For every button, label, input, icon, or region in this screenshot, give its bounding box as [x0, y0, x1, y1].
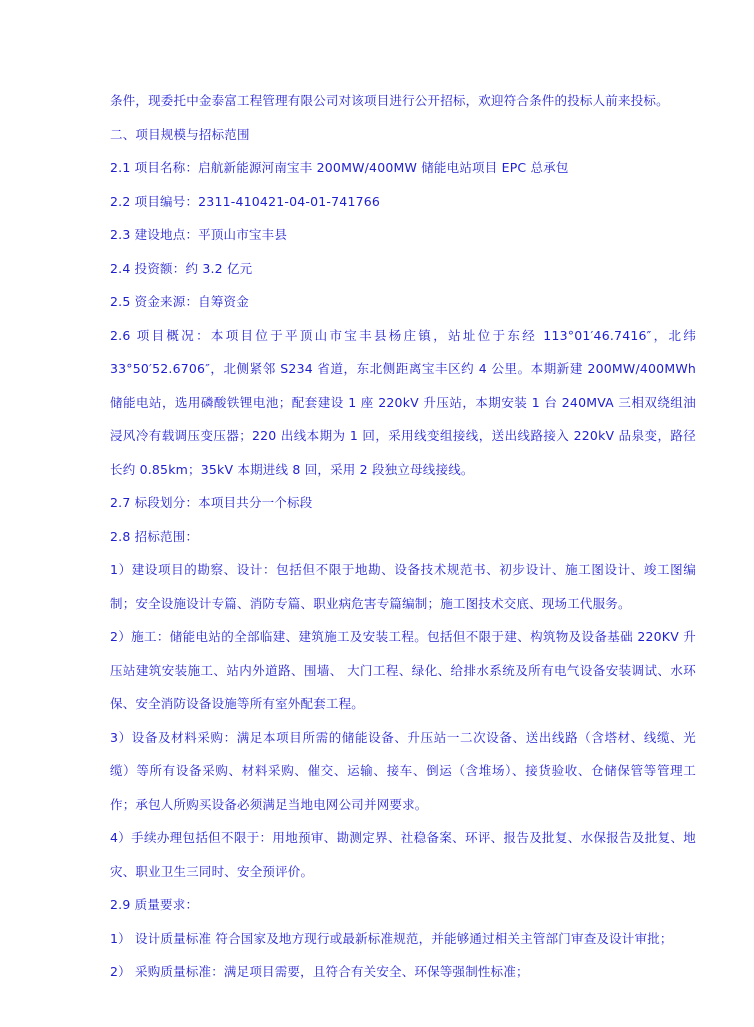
item-quality-procurement-standard: 2） 采购质量标准：满足项目需要，且符合有关安全、环保等强制性标准；	[110, 964, 529, 979]
paragraph-intro-continuation: 条件，现委托中金泰富工程管理有限公司对该项目进行公开招标，欢迎符合条件的投标人前来投标。	[110, 93, 669, 108]
item-section-division: 2.7 标段划分：本项目共分一个标段	[110, 495, 313, 510]
item-bidding-scope-4-procedures: 4）手续办理包括但不限于：用地预审、勘测定界、社稳备案、环评、报告及批复、水保报告及批复、地灾、职业卫生三同时、安全预评价。	[110, 830, 696, 879]
item-project-overview: 2.6 项目概况：本项目位于平顶山市宝丰县杨庄镇，站址位于东经 113°01′46.7416″，北纬 33°50′52.6706″，北侧紧邻 S234 省道，东北侧距离宝丰区约 4 公里。本期新建 200MW/400MWh 储能电站，选用磷酸铁锂电池；配套建设 1 座 220kV 升压站，本期安装 1 台 240MVA 三相双绕组油浸风冷有载调压变压器；220 出线本期为 1 回，采用线变组接线，送出线路接入 220kV 品泉变，路径长约 0.85km；35kV 本期进线 8 回，采用 2 段独立母线接线。	[110, 327, 696, 477]
document-body	[110, 84, 696, 989]
item-bidding-scope-3-procurement: 3）设备及材料采购：满足本项目所需的储能设备、升压站一二次设备、送出线路（含塔材、线缆、光缆）等所有设备采购、材料采购、催交、运输、接车、倒运（含堆场）、接货验收、仓储保管等管理工作；承包人所购买设备必须满足当地电网公司并网要求。	[110, 729, 696, 812]
item-construction-site: 2.3 建设地点：平顶山市宝丰县	[110, 227, 288, 242]
heading-section-2: 二、项目规模与招标范围	[110, 126, 250, 142]
item-investment-amount: 2.4 投资额：约 3.2 亿元	[110, 260, 253, 276]
item-project-number: 2.2 项目编号：2311-410421-04-01-741766	[110, 193, 381, 209]
item-quality-design-standard: 1） 设计质量标准 符合国家及地方现行或最新标准规范，并能够通过相关主管部门审查及设计审批；	[110, 930, 673, 946]
item-quality-requirements: 2.9 质量要求：	[110, 897, 199, 912]
item-bidding-scope-2-construction: 2）施工：储能电站的全部临建、建筑施工及安装工程。包括但不限于建、构筑物及设备基础 220KV 升压站建筑安装施工、站内外道路、围墙、 大门工程、绿化、给排水系统及所有电气设备安装调试、水环保、安全消防设备设施等所有室外配套工程。	[110, 629, 696, 711]
item-bidding-scope-1-survey-design: 1）建设项目的勘察、设计：包括但不限于地勘、设备技术规范书、初步设计、施工图设计、竣工图编制；安全设施设计专篇、消防专篇、职业病危害专篇编制；施工图技术交底、现场工代服务。	[110, 562, 696, 611]
item-funding-source: 2.5 资金来源：自筹资金	[110, 294, 249, 309]
item-project-name: 2.1 项目名称：启航新能源河南宝丰 200MW/400MW 储能电站项目 EPC 总承包	[110, 160, 569, 175]
item-bidding-scope: 2.8 招标范围：	[110, 528, 199, 544]
